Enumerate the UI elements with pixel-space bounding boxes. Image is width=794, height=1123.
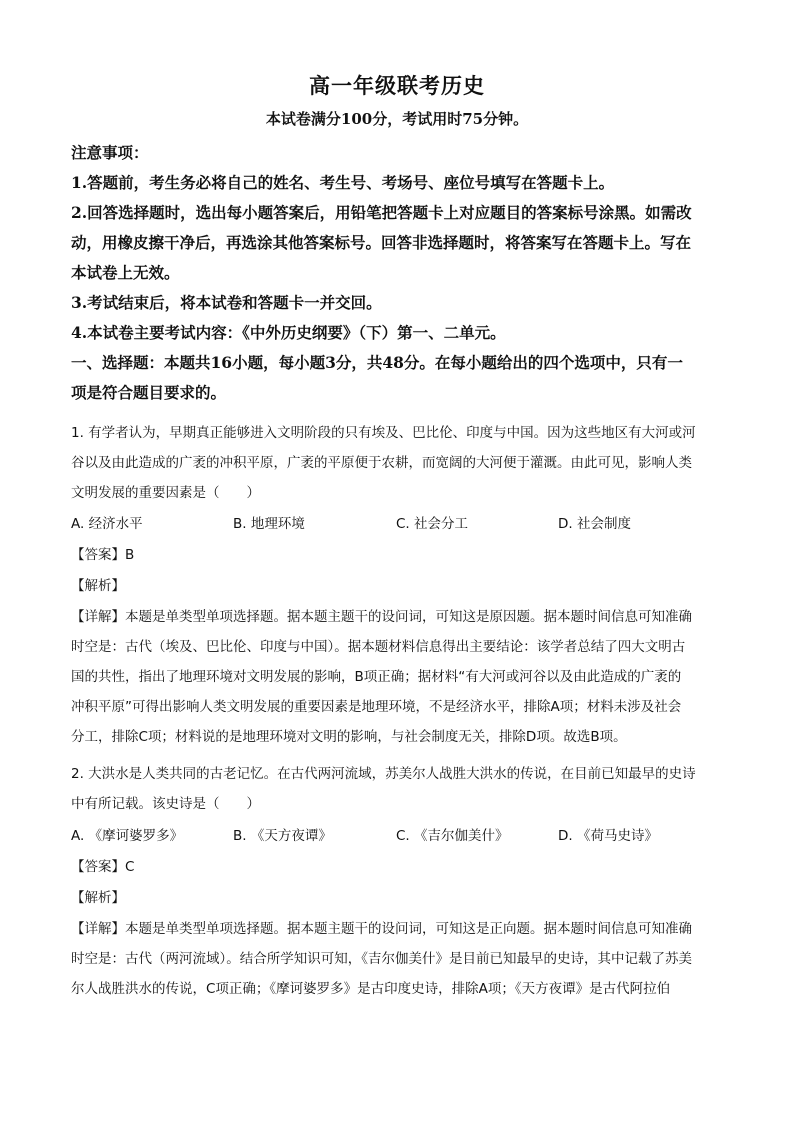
exam-subtitle: 本试卷满分100分，考试用时75分钟。 xyxy=(265,110,529,128)
q1-answer: 【答案】B xyxy=(71,547,135,563)
question-1-stem xyxy=(71,418,725,508)
section-heading-line-1: 一、选择题：本题共16小题，每小题3分，共48分。在每小题给出的四个选项中，只有一 xyxy=(71,353,683,372)
q2-detail-line-2: 时空是：古代（两河流域）。结合所学知识可知，《吉尔伽美什》是目前已知最早的史诗，其中记载了苏美 xyxy=(71,951,692,967)
q1-stem-line-1: 1. 有学者认为，早期真正能够进入文明阶段的只有埃及、巴比伦、印度与中国。因为这些地区有大河或河 xyxy=(71,425,696,441)
notice-item-1: 1.答题前，考生务必将自己的姓名、考生号、考场号、座位号填写在答题卡上。 xyxy=(71,173,615,192)
question-2-stem xyxy=(71,759,725,819)
q1-detail-line-5: 分工，排除C项；材料说的是地理环境对文明的影响，与社会制度无关，排除D项。故选B项。 xyxy=(71,729,627,745)
q2-stem-line-2: 中有所记载。该史诗是（ ） xyxy=(71,796,260,812)
q2-detail xyxy=(71,914,725,1004)
exam-title: 高一年级联考历史 xyxy=(309,73,485,98)
q1-option-c: C. 社会分工 xyxy=(396,516,469,532)
notice-item-4: 4.本试卷主要考试内容：《中外历史纲要》（下）第一、二单元。 xyxy=(71,323,506,342)
q1-detail-line-2: 时空是：古代（埃及、巴比伦、印度与中国）。据本题材料信息得出主要结论：该学者总结了四大文明古 xyxy=(71,639,686,655)
q1-detail-line-3: 国的共性，指出了地理环境对文明发展的影响，B项正确；据材料“有大河或河谷以及由此造成的广袤的 xyxy=(71,669,682,685)
q1-stem-line-3: 文明发展的重要因素是（ ） xyxy=(71,485,260,501)
q2-option-a: A. 《摩诃婆罗多》 xyxy=(71,828,184,844)
section-heading-line-2: 项是符合题目要求的。 xyxy=(71,383,227,402)
q1-option-b: B. 地理环境 xyxy=(233,516,305,532)
q2-option-c: C. 《吉尔伽美什》 xyxy=(396,828,509,844)
q2-answer: 【答案】C xyxy=(71,859,135,875)
q1-stem-line-2: 谷以及由此造成的广袤的冲积平原，广袤的平原便于农耕，而宽阔的大河便于灌溉。由此可见，影响人类 xyxy=(71,455,692,471)
q1-analysis-label: 【解析】 xyxy=(71,578,125,594)
q2-detail-line-1: 【详解】本题是单类型单项选择题。据本题主题干的设问词，可知这是正向题。据本题时间信息可知准确 xyxy=(71,921,692,937)
notice-item-3: 3.考试结束后，将本试卷和答题卡一并交回。 xyxy=(71,293,382,312)
q1-detail-line-4: 冲积平原”可得出影响人类文明发展的重要因素是地理环境，不是经济水平，排除A项；材料未涉及社会 xyxy=(71,699,682,715)
q2-detail-line-3: 尔人战胜洪水的传说，C项正确；《摩诃婆罗多》是古印度史诗，排除A项；《天方夜谭》是古代阿拉伯 xyxy=(71,981,671,997)
notice-item-2-line-2: 动，用橡皮擦干净后，再选涂其他答案标号。回答非选择题时，将答案写在答题卡上。写在 xyxy=(71,233,692,252)
q2-option-b: B. 《天方夜谭》 xyxy=(233,828,332,844)
q1-option-d: D. 社会制度 xyxy=(558,516,631,532)
q1-detail xyxy=(71,602,725,752)
notice-item-2-line-1: 2.回答选择题时，选出每小题答案后，用铅笔把答题卡上对应题目的答案标号涂黑。如需改 xyxy=(71,203,692,222)
question-2-options xyxy=(71,821,725,851)
question-1-options xyxy=(71,509,725,539)
q1-option-a: A. 经济水平 xyxy=(71,516,143,532)
q1-detail-line-1: 【详解】本题是单类型单项选择题。据本题主题干的设问词，可知这是原因题。据本题时间信息可知准确 xyxy=(71,609,692,625)
q2-stem-line-1: 2. 大洪水是人类共同的古老记忆。在古代两河流域，苏美尔人战胜大洪水的传说，在目前已知最早的史诗 xyxy=(71,766,696,782)
notice-section xyxy=(71,138,725,408)
notice-heading: 注意事项： xyxy=(71,143,149,162)
q2-option-d: D. 《荷马史诗》 xyxy=(558,828,658,844)
q2-analysis-label: 【解析】 xyxy=(71,890,125,906)
notice-item-2-line-3: 本试卷上无效。 xyxy=(71,263,180,282)
